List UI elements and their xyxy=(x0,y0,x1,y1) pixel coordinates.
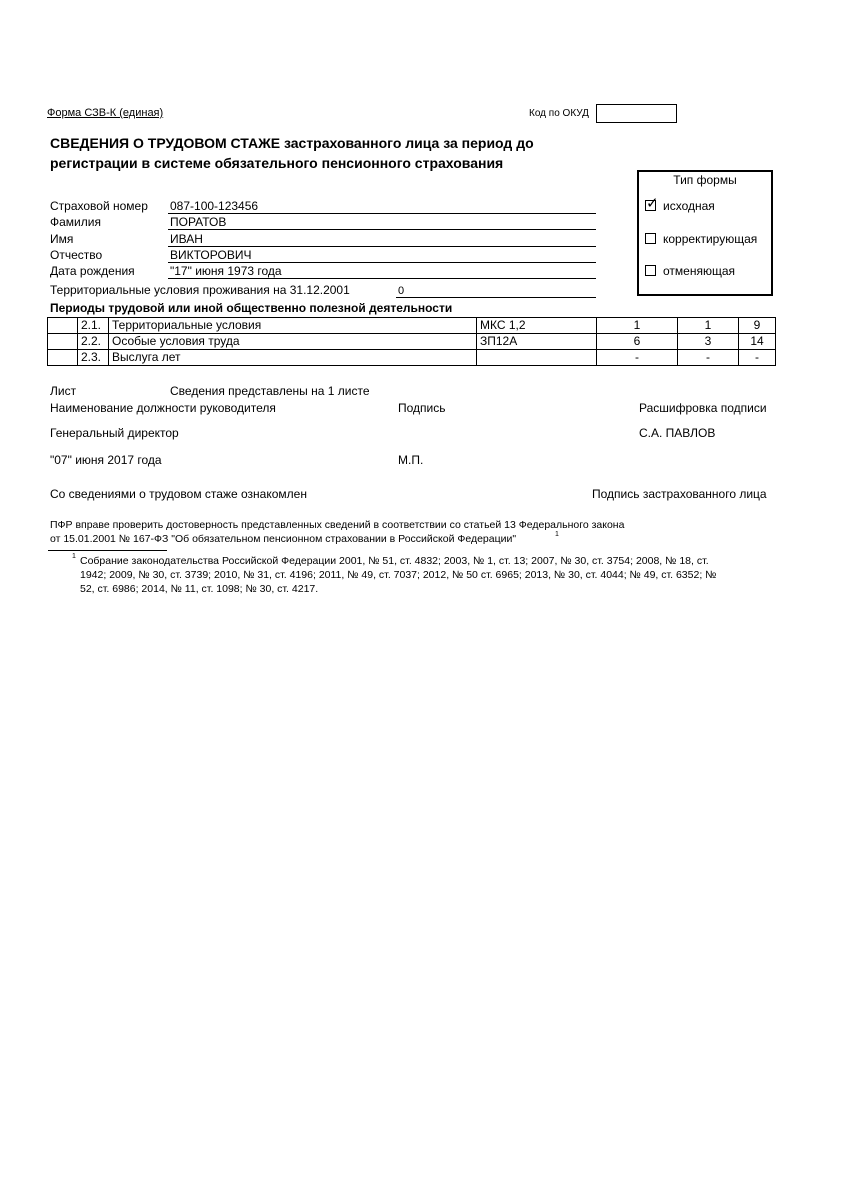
periods-table xyxy=(47,317,776,366)
period-name: Территориальные условия xyxy=(109,318,477,334)
pfr-note-line-2: от 15.01.2001 № 167-ФЗ "Об обязательном пенсионном страховании в Российской Федерации" xyxy=(50,533,517,545)
okud-label: Код по ОКУД xyxy=(529,108,589,119)
title-line-1: СВЕДЕНИЯ О ТРУДОВОМ СТАЖЕ застрахованного лица за период до xyxy=(50,135,534,151)
form-name-link[interactable]: Форма СЗВ-К (единая) xyxy=(47,107,164,119)
option-original-label: исходная xyxy=(663,199,715,213)
period-days[interactable]: - xyxy=(739,350,776,366)
period-years[interactable]: 6 xyxy=(597,334,678,350)
head-name-value[interactable]: С.А. ПАВЛОВ xyxy=(639,426,716,440)
birth-date-value[interactable]: "17" июня 1973 года xyxy=(170,264,282,278)
period-condition[interactable]: МКС 1,2 xyxy=(477,318,597,334)
option-corrective-label: корректирующая xyxy=(663,232,758,246)
table-row xyxy=(48,318,776,334)
checkbox-cancelling[interactable] xyxy=(645,265,656,276)
first-name-label: Имя xyxy=(50,232,74,246)
checkbox-original[interactable] xyxy=(645,195,659,212)
table-cell xyxy=(48,318,78,334)
table-cell xyxy=(48,334,78,350)
sheet-text: Сведения представлены на 1 листе xyxy=(170,384,370,398)
period-years[interactable]: 1 xyxy=(597,318,678,334)
birth-date-label: Дата рождения xyxy=(50,264,135,278)
underline xyxy=(168,246,596,247)
footnote-separator xyxy=(48,550,167,551)
period-code: 2.2. xyxy=(78,334,109,350)
period-code: 2.1. xyxy=(78,318,109,334)
footnote-line-3: 52, ст. 6986; 2014, № 11, ст. 1098; № 30, ст. 4217. xyxy=(80,583,319,595)
signature-label: Подпись xyxy=(398,401,446,415)
sheet-label: Лист xyxy=(50,384,77,398)
period-months[interactable]: 3 xyxy=(678,334,739,350)
title-line-2: регистрации в системе обязательного пенсионного страхования xyxy=(50,155,504,171)
first-name-value[interactable]: ИВАН xyxy=(170,232,203,246)
period-years[interactable]: - xyxy=(597,350,678,366)
patronymic-label: Отчество xyxy=(50,248,103,262)
document-title xyxy=(50,133,534,173)
last-name-label: Фамилия xyxy=(50,215,101,229)
pfr-note-line-1: ПФР вправе проверить достоверность представленных сведений в соответствии со статьей 13 Федерального закона xyxy=(50,519,625,531)
option-cancelling-label: отменяющая xyxy=(663,264,735,278)
table-cell xyxy=(48,350,78,366)
underline xyxy=(396,297,596,298)
periods-section-title: Периоды трудовой или иной общественно полезной деятельности xyxy=(50,301,453,315)
period-months[interactable]: 1 xyxy=(678,318,739,334)
underline xyxy=(168,262,596,263)
insurance-number-label: Страховой номер xyxy=(50,199,148,213)
table-row xyxy=(48,334,776,350)
form-type-title: Тип формы xyxy=(673,173,737,187)
period-code: 2.3. xyxy=(78,350,109,366)
checkmark-icon: ✓ xyxy=(646,195,659,212)
territorial-value[interactable]: 0 xyxy=(398,285,405,297)
footnote-line-1: Собрание законодательства Российской Федерации 2001, № 51, ст. 4832; 2003, № 1, ст. 13; 2007, № 30, ст. 3754; 2008, № 18, ст. xyxy=(80,555,709,567)
underline xyxy=(168,229,596,230)
table-row xyxy=(48,350,776,366)
footnote-line-2: 1942; 2009, № 30, ст. 3739; 2010, № 31, ст. 4196; 2011, № 49, ст. 7037; 2012, № 50 ст. 6965; 2013, № 30, ст. 4044; № 49, ст. 6352; № xyxy=(80,569,717,581)
footnote-ref-mark: 1 xyxy=(555,531,559,538)
document-date[interactable]: "07" июня 2017 года xyxy=(50,453,162,467)
period-condition[interactable] xyxy=(477,350,597,366)
period-days[interactable]: 14 xyxy=(739,334,776,350)
patronymic-value[interactable]: ВИКТОРОВИЧ xyxy=(170,248,252,262)
acquainted-text: Со сведениями о трудовом стаже ознакомлен xyxy=(50,487,307,501)
last-name-value[interactable]: ПОРАТОВ xyxy=(170,215,227,229)
insurance-number-value[interactable]: 087-100-123456 xyxy=(170,199,259,213)
period-days[interactable]: 9 xyxy=(739,318,776,334)
signature-decode-label: Расшифровка подписи xyxy=(639,401,767,415)
period-months[interactable]: - xyxy=(678,350,739,366)
period-name: Выслуга лет xyxy=(109,350,477,366)
checkbox-corrective[interactable] xyxy=(645,233,656,244)
stamp-label: М.П. xyxy=(398,453,424,467)
underline xyxy=(168,278,596,279)
period-name: Особые условия труда xyxy=(109,334,477,350)
period-condition[interactable]: ЗП12А xyxy=(477,334,597,350)
underline xyxy=(168,213,596,214)
position-value[interactable]: Генеральный директор xyxy=(50,426,179,440)
footnote-mark: 1 xyxy=(72,553,76,560)
insured-signature-label: Подпись застрахованного лица xyxy=(592,487,767,501)
position-label: Наименование должности руководителя xyxy=(50,401,276,415)
okud-code-field[interactable] xyxy=(596,104,677,123)
territorial-label: Территориальные условия проживания на 31.12.2001 xyxy=(50,283,350,297)
